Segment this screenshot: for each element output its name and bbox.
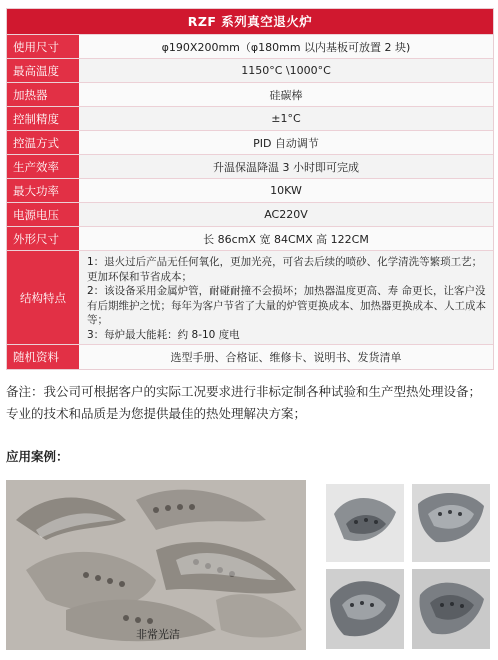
spec-value: 10KW (79, 179, 493, 202)
spec-value: AC220V (79, 203, 493, 226)
spec-label: 外形尺寸 (7, 227, 79, 250)
spec-row-accessories (7, 344, 493, 369)
spec-row-power (7, 178, 493, 202)
spec-row-size (7, 34, 493, 58)
spec-label: 电源电压 (7, 203, 79, 226)
spec-label: 使用尺寸 (7, 35, 79, 58)
spec-table (6, 8, 494, 370)
case-photo-thumb-1 (326, 484, 404, 562)
spec-row-efficiency (7, 154, 493, 178)
feature-line: 3：每炉最大能耗：约 8-10 度电 (87, 328, 240, 341)
spec-label: 加热器 (7, 83, 79, 106)
spec-row-dimensions (7, 226, 493, 250)
spec-label: 结构特点 (7, 251, 79, 344)
feature-line: 2：该设备采用金属炉管，耐碰耐撞不会损坏；加热器温度更高、寿 命更长，让客户没有后期维护之忧；每年为客户节省了大量的炉管更换成本、加热器更换成本、人工成本等； (87, 285, 486, 326)
remark-text: 备注：我公司可根据客户的实际工况要求进行非标定制各种试验和生产型热处理设备；专业的技术和品质是为您提供最佳的热处理解决方案； (6, 384, 482, 421)
spec-label: 最大功率 (7, 179, 79, 202)
case-photo-thumb-2 (412, 484, 490, 562)
spec-row-features (7, 250, 493, 344)
spec-row-control (7, 130, 493, 154)
spec-row-voltage (7, 202, 493, 226)
spec-value: PID 自动调节 (79, 131, 493, 154)
spec-value: 升温保温降温 3 小时即可完成 (79, 155, 493, 178)
case-photo-thumb-4 (412, 569, 490, 649)
spec-row-accuracy (7, 106, 493, 130)
case-photo-caption: 非常光洁 (136, 628, 180, 641)
features-text (79, 251, 493, 344)
spec-value: 1150°C \1000°C (79, 59, 493, 82)
spec-row-max-temp (7, 58, 493, 82)
spec-label: 随机资料 (7, 345, 79, 369)
spec-table-title: RZF 系列真空退火炉 (7, 9, 493, 34)
spec-row-heater (7, 82, 493, 106)
spec-value: 硅碳棒 (79, 83, 493, 106)
spec-label: 生产效率 (7, 155, 79, 178)
spec-label: 最高温度 (7, 59, 79, 82)
spec-value: ±1°C (79, 107, 493, 130)
feature-line: 1：退火过后产品无任何氧化，更加光亮，可省去后续的喷砂、化学清洗等繁琐工艺；更加环保和节省成本； (87, 256, 483, 283)
spec-value: φ190X200mm（φ180mm 以内基板可放置 2 块) (79, 35, 493, 58)
spec-value: 选型手册、合格证、维修卡、说明书、发货清单 (79, 345, 493, 369)
application-cases-title: 应用案例： (6, 449, 69, 464)
spec-label: 控制精度 (7, 107, 79, 130)
spec-value: 长 86cmX 宽 84CMX 高 122CM (79, 227, 493, 250)
case-photo-thumb-3 (326, 569, 404, 649)
spec-label: 控温方式 (7, 131, 79, 154)
case-photo-main (6, 480, 306, 650)
